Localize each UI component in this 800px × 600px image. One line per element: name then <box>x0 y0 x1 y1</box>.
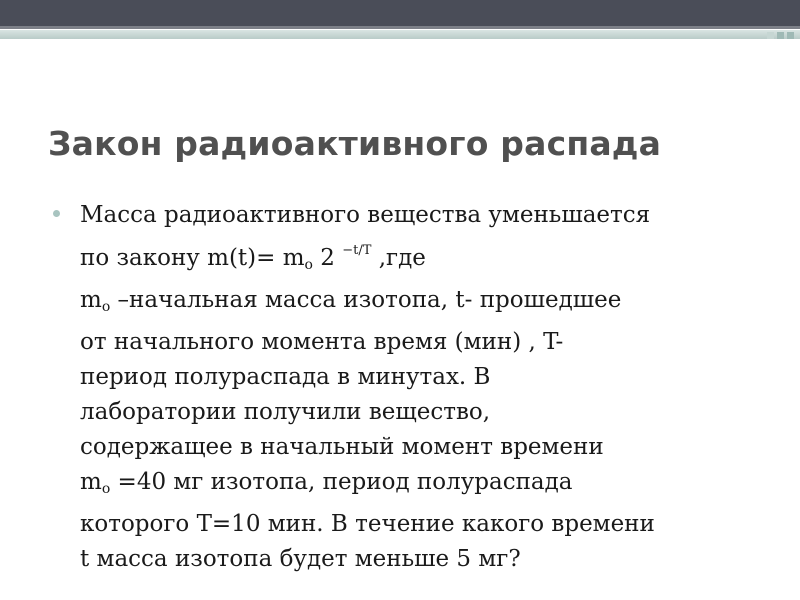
bullet-marker <box>53 210 60 217</box>
body-line: t масса изотопа будет меньше 5 мг? <box>80 546 521 572</box>
formula-tail: ,где <box>371 245 426 271</box>
subscript: o <box>304 257 313 273</box>
body-line: содержащее в начальный момент времени <box>80 434 604 460</box>
subscript: o <box>101 299 111 315</box>
symbol-m: m <box>80 469 102 495</box>
body-line: Масса радиоактивного вещества уменьшается <box>80 202 651 228</box>
accent-square <box>767 32 774 39</box>
top-bar <box>0 0 800 26</box>
slide-body <box>80 198 780 577</box>
body-line <box>80 465 780 507</box>
top-bar-line <box>0 26 800 29</box>
line-text: =40 мг изотопа, период полураспада <box>110 469 573 495</box>
accent-squares <box>767 32 794 39</box>
body-line <box>80 233 780 283</box>
body-line <box>80 283 780 325</box>
line-text: –начальная масса изотопа, t- прошедшее <box>110 287 622 313</box>
subscript: o <box>101 481 111 497</box>
body-line: от начального момента время (мин) , T- <box>80 329 564 355</box>
body-line: которого T=10 мин. В течение какого времени <box>80 511 655 537</box>
slide-title: Закон радиоактивного распада <box>48 124 662 163</box>
formula-mid: 2 <box>312 245 343 271</box>
symbol-m: m <box>80 287 102 313</box>
body-line: лаборатории получили вещество, <box>80 399 491 425</box>
accent-square <box>787 32 794 39</box>
accent-bar <box>0 30 800 39</box>
formula-lead: по закону m(t)= m <box>80 245 305 271</box>
superscript: −t/T <box>342 243 372 258</box>
accent-square <box>777 32 784 39</box>
body-line: период полураспада в минутах. В <box>80 364 491 390</box>
